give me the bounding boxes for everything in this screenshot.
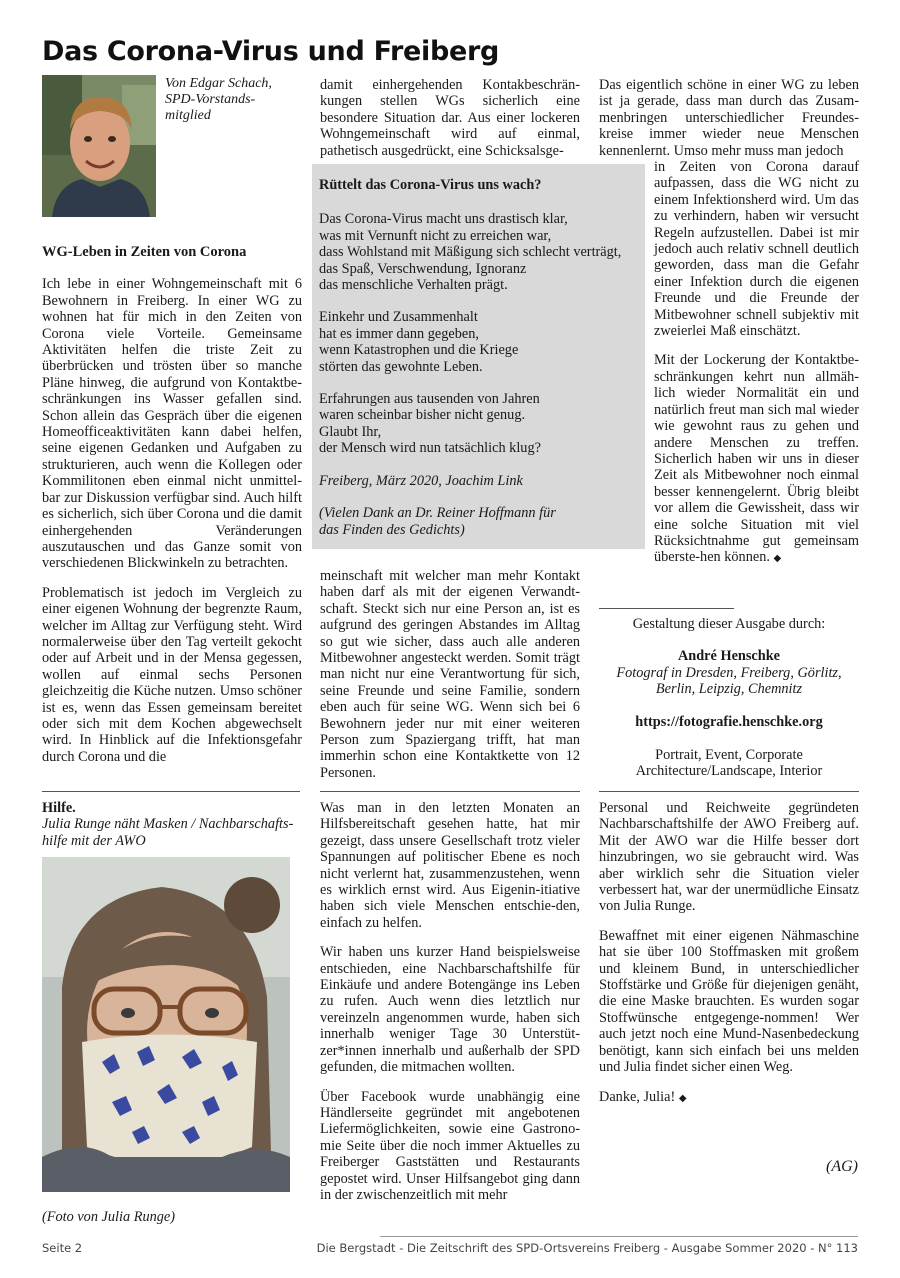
- article2-paragraph: Wir haben uns kurzer Hand beispielsweise entschieden, eine Nachbarschaftshilfe für Einkäufe und andere Botengänge ins Leben zu rufen. Auch wenn dies letztlich nur vereinzeln angenommen wurde, haben sich innerhalb weniger Tage 30 Unterstüt-zer*innen innerhalb und außerhalb der SPD gefunden, die mitmachen wollten.: [320, 944, 580, 1076]
- credits-role: [599, 665, 859, 698]
- article2-initials: (AG): [826, 1158, 858, 1175]
- article1-subheading: WG-Leben in Zeiten von Corona: [42, 244, 247, 260]
- article2-title: Hilfe.: [42, 800, 76, 816]
- footer-rule: [380, 1236, 858, 1237]
- credits-services: [599, 747, 859, 780]
- article2-subtitle-line: hilfe mit der AWO: [42, 832, 146, 849]
- page-headline: Das Corona-Virus und Freiberg: [42, 36, 500, 67]
- byline-line: Von Edgar Schach,: [165, 76, 272, 91]
- section-divider-right: [599, 791, 859, 792]
- poem-line: waren scheinbar bisher nicht genug.: [319, 407, 526, 424]
- poem-stanza: [319, 391, 635, 457]
- article2-subtitle-line: Julia Runge näht Masken / Nachbarschafts-: [42, 816, 294, 833]
- poem-stanza: [319, 211, 635, 293]
- end-mark-icon: ◆: [678, 1092, 687, 1104]
- poem-line: Einkehr und Zusammenhalt: [319, 309, 478, 326]
- article1-paragraph: Ich lebe in einer Wohngemeinschaft mit 6 Bewohnern in Freiberg. In einer WG zu wohnen hat für mich in den Zeiten von Corona viele Vorteile. Gemeinsame Aktivitäten helfen die triste Zeit zu überbrücken und trösten über so manche Pläne hinweg, die aufgrund von Kontaktbe-schränkungen ins Wasser gefallen sind. Schon allein das Gespräch über die eigenen Homeofficeaktivitäten kann dabei helfen, seine eigenen Gedanken und Aufgaben zu strukturieren, auch wenn die Kollegen oder Kommilitonen eben einmal nicht unmittel-bar zur Diskussion verfügbar sind. Auch hilft es sicherlich, sich über Corona und die damit einhergehenden Veränderungen auszutauschen und das Ganze somit von verschiedenen Blickwinkeln zu betrachten.: [42, 276, 302, 572]
- article1-paragraph: damit einhergehenden Kontakbeschrän-kungen stellen WGs sicherlich eine besondere Situation dar. Aus einer lockeren Wohngemeinschaft wird auf einmal, pathetisch ausgedrückt, eine Schicksalsge-: [320, 77, 580, 159]
- poem-line: Das Corona-Virus macht uns drastisch klar,: [319, 211, 568, 228]
- article1-paragraph: Problematisch ist jedoch im Vergleich zu einer eigenen Wohnung der begrenzte Raum, welcher im Alltag zur Verfügung steht. Wird normalerweise über den Tag verteilt gekocht oder auf Arbeit und in der Mensa gegessen, wollen auf einmal sechs Personen gleichzeitig die Küche nutzen. Umso schöner ist es, wenn das Essen gemeinsam bereitet oder sich mit dem Kochen abgewechselt wird. In Hinblick auf die Infektionsgefahr durch Corona und die: [42, 584, 302, 765]
- mask-photo-image: [42, 857, 290, 1192]
- article1-paragraph: meinschaft mit welcher man mehr Kontakt haben darf als mit der eigenen Verwandt-schaft. Steckt sich nur eine Person an, ist es aufgrund des geringen Abstandes im Alltag so gut wie sicher, dass auch alle anderen Mitbewohner angesteckt werden. Somit trägt man nicht nur eine Verantwortung für sich, seine Freunde und seine Familie, sondern eben auch für seine WG. Wenn sich bei 6 Bewohnern jeder nur mit einer weiteren Person zum Spaziergang trifft, hat man immerhin schon eine Kontaktkette von 12 Personen.: [320, 568, 580, 781]
- credits-role-line: Berlin, Leipzig, Chemnitz: [655, 681, 803, 698]
- poem-thanks: [319, 505, 635, 538]
- page-number: Seite 2: [42, 1241, 83, 1255]
- byline-line: mitglied: [165, 108, 211, 123]
- poem-line: wenn Katastrophen und die Kriege: [319, 342, 519, 359]
- author-portrait-image: [42, 75, 156, 217]
- poem-line: Erfahrungen aus tausenden von Jahren: [319, 391, 540, 408]
- article2-header: [42, 800, 307, 849]
- poem-thanks-line: (Vielen Dank an Dr. Reiner Hoffmann für: [319, 505, 556, 522]
- poem-line: das Spaß, Verschwendung, Ignoranz: [319, 260, 527, 277]
- credits-name: André Henschke: [677, 648, 781, 665]
- credits-service-line: Portrait, Event, Corporate: [655, 747, 803, 764]
- poem-title: Rüttelt das Corona-Virus uns wach?: [319, 177, 542, 193]
- article1-column2-bottom: [320, 568, 580, 781]
- article2-paragraph: Was man in den letzten Monaten an Hilfsbereitschaft gesehen hatte, hat mir gezeigt, dass unsere Gesellschaft trotz vieler Spannungen auf politischer Ebene es noch nicht verlernt hat, zusammenzustehen, wenn es wirklich ernst wird. Aus Eigenin-itiative haben sich viele Menschen entschie-den, einfach zu helfen.: [320, 800, 580, 931]
- article1-column1: [42, 244, 302, 765]
- poem-line: was mit Vernunft nicht zu erreichen war,: [319, 227, 552, 244]
- article1-column3-top: [599, 77, 859, 159]
- poem-box: [312, 164, 645, 549]
- article1-paragraph-text: Mit der Lockerung der Kontaktbe-schränkungen kehrt nun allmäh-lich wieder Normalität ein und natürlich freut man sich mal wieder wie gewohnt raus zu gehen und andere Menschen zu treffen. Sicherlich haben wir uns in dieser Zeit als Mitbewohner noch einmal besser kennengelernt. Übrig bleibt vor allem die Gewissheit, dass wir eine solche Situation mit viel Rücksichtnahme gut gemeinsam überste-hen können.: [654, 352, 859, 566]
- credits-service-line: Architecture/Landscape, Interior: [635, 763, 823, 780]
- poem-line: störten das gewohnte Leben.: [319, 358, 483, 375]
- author-portrait: [42, 75, 156, 217]
- article2-column2: [320, 800, 580, 1203]
- article1-column3-wrap: [654, 159, 859, 568]
- article2-thanks: [599, 1089, 859, 1107]
- article1-paragraph: [654, 352, 859, 567]
- author-byline: [165, 76, 305, 124]
- article2-paragraph: Bewaffnet mit einer eigenen Nähmaschine hat sie über 100 Stoffmasken mit großem und kleinem Bund, in unterschiedlicher Stoffstärke und Größe für diejenigen genäht, die eine Maske brauchten. Es wurden sogar Stoffwünsche entgegenge-nommen! Wer auch jetzt noch eine Mund-Nasenbedeckung benötigt, kann sich einfach bei uns melden und Julia findet sicher einen Weg.: [599, 927, 859, 1076]
- poem-stanza: [319, 309, 635, 375]
- credits-block: [599, 616, 859, 780]
- credits-divider: [599, 608, 734, 609]
- article1-paragraph: in Zeiten von Corona darauf aufpassen, dass die WG nicht zu einem Infektionsherd wird. Um das zu verhindern, haben wir versucht Regeln aufzustellen. Dabei ist mir jedoch auch relativ schnell deutlich geworden, dass man die Gefahr einer Infektion durch die eigenen Freunde und die Freunde der Mitbewohner schnell subjektiv mit zweierlei Maß einschätzt.: [654, 159, 859, 340]
- poem-signature: Freiberg, März 2020, Joachim Link: [319, 472, 523, 489]
- article2-paragraph: Personal und Reichweite gegründeten Nachbarschaftshilfe der AWO Freiberg auf. Mit der AWO war die Hilfe besser dort hinzubringen, wo sie gebraucht wird. Was aber wirklich sehr die Situation vieler verbessert hat, war der unermüdliche Einsatz von Julia Runge.: [599, 800, 859, 915]
- article1-column2-top: [320, 77, 580, 159]
- credits-url[interactable]: https://fotografie.henschke.org: [635, 713, 823, 730]
- article2-thanks-text: Danke, Julia!: [599, 1088, 676, 1105]
- byline-line: SPD-Vorstands-: [165, 92, 256, 107]
- photo-caption: (Foto von Julia Runge): [42, 1209, 176, 1225]
- poem-line: dass Wohlstand mit Mäßigung sich schlecht verträgt,: [319, 244, 622, 261]
- mask-photo: [42, 857, 290, 1192]
- poem-thanks-line: das Finden des Gedichts): [319, 521, 465, 538]
- publication-info: Die Bergstadt - Die Zeitschrift des SPD-Ortsvereins Freiberg - Ausgabe Sommer 2020 - N° 113: [316, 1241, 858, 1255]
- article2-paragraph: Über Facebook wurde unabhängig eine Händlerseite gegründet mit angebotenen Liefermöglichkeiten, sowie eine Gastrono-mie Seite über die noch immer Aktuelles zu Freiberger Gaststätten und Restaurants gepostet wird. Unser Hilfsangebot ging dann in der zwischenzeitlich mit mehr: [320, 1088, 580, 1203]
- credits-role-line: Fotograf in Dresden, Freiberg, Görlitz,: [616, 664, 842, 681]
- poem-line: das menschliche Verhalten prägt.: [319, 277, 508, 294]
- article1-paragraph: Das eigentlich schöne in einer WG zu leben ist ja gerade, dass man durch das Zusam-menbringen unterschiedlicher Freundes-kreise immer wieder neue Menschen kennenlernt. Umso mehr muss man jedoch: [599, 77, 859, 159]
- article2-column3: [599, 800, 859, 1107]
- credits-intro: Gestaltung dieser Ausgabe durch:: [632, 616, 826, 632]
- section-divider-mid: [320, 791, 580, 792]
- end-mark-icon: ◆: [773, 553, 782, 565]
- section-divider-left: [42, 791, 300, 792]
- poem-line: Glaubt Ihr,: [319, 423, 382, 440]
- poem-line: der Mensch wird nun tatsächlich klug?: [319, 440, 541, 457]
- poem-line: hat es immer dann gegeben,: [319, 325, 479, 342]
